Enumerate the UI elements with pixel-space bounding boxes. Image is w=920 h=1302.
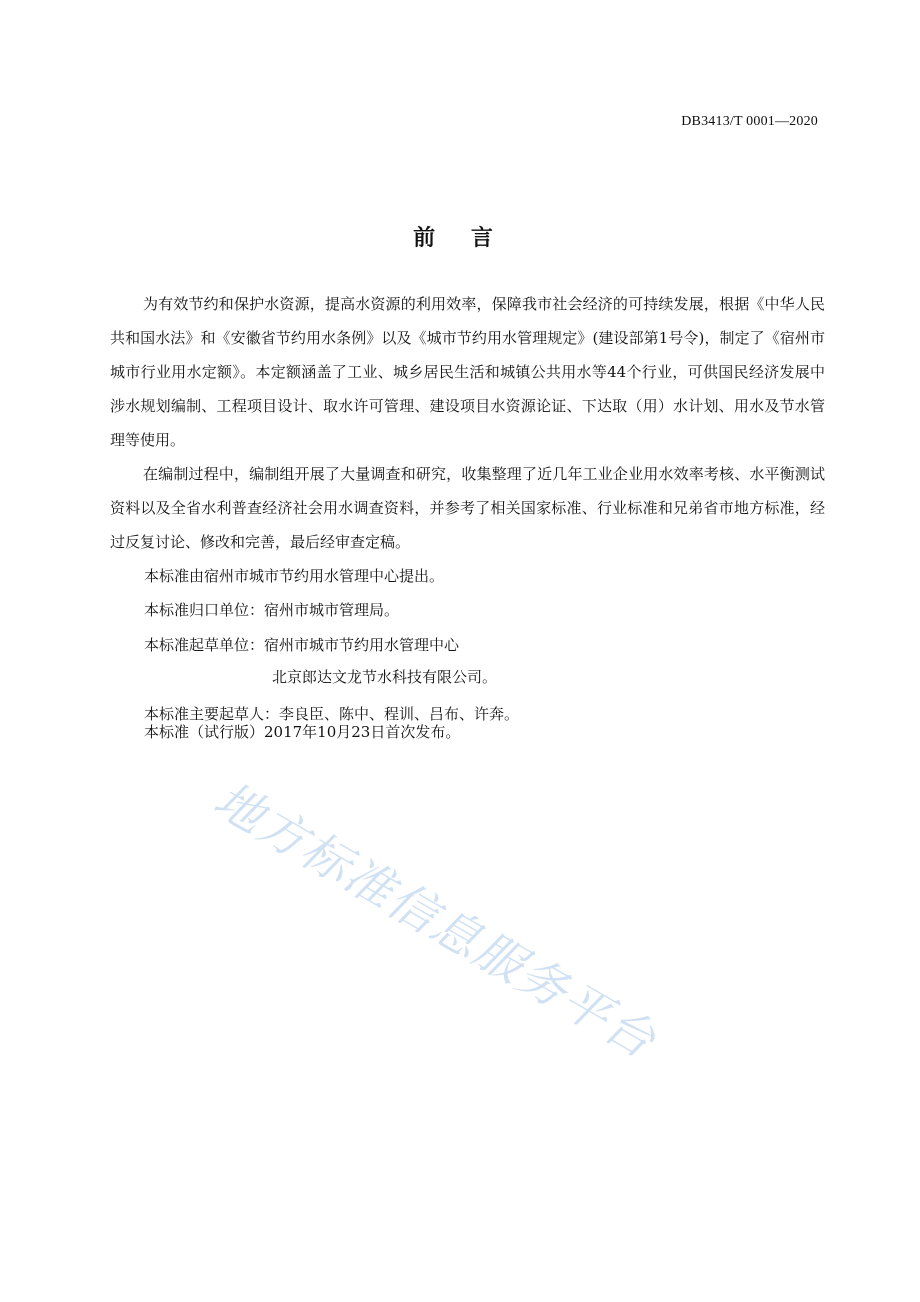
drafters-line: 本标准主要起草人：李良臣、陈中、程训、吕布、许奔。 <box>144 705 520 723</box>
managed-by-line: 本标准归口单位：宿州市城市管理局。 <box>144 601 400 619</box>
paragraph-text: 在编制过程中，编制组开展了大量调查和研究，收集整理了近几年工业企业用水效率考核、水平衡测试资料以及全省水利普查经济社会用水调查资料，并参考了相关国家标准、行业标准和兄弟省市地方标准，经过反复讨论、修改和完善，最后经审查定稿。 <box>110 465 825 551</box>
document-code: DB3413/T 0001—2020 <box>681 114 818 129</box>
first-release-line: 本标准（试行版）2017年10月23日首次发布。 <box>144 723 461 741</box>
proposed-by-line: 本标准由宿州市城市节约用水管理中心提出。 <box>144 567 445 585</box>
drafted-by-line: 本标准起草单位：宿州市城市节约用水管理中心 <box>144 636 460 654</box>
foreword-paragraph-2 <box>110 457 825 559</box>
watermark-text: 地方标准信息服务平台 <box>204 771 666 1071</box>
paragraph-text: 为有效节约和保护水资源，提高水资源的利用效率，保障我市社会经济的可持续发展，根据《中华人民共和国水法》和《安徽省节约用水条例》以及《城市节约用水管理规定》(建设部第1号令)，制定了《宿州市城市行业用水定额》。本定额涵盖了工业、城乡居民生活和城镇公共用水等44个行业，可供国民经济发展中涉水规划编制、工程项目设计、取水许可管理、建设项目水资源论证、下达取（用）水计划、用水及节水管理等使用。 <box>110 295 825 449</box>
drafted-by-line-2: 北京郎达文龙节水科技有限公司。 <box>272 668 498 686</box>
page-title: 前 言 <box>413 226 507 251</box>
foreword-paragraph-1 <box>110 287 825 457</box>
